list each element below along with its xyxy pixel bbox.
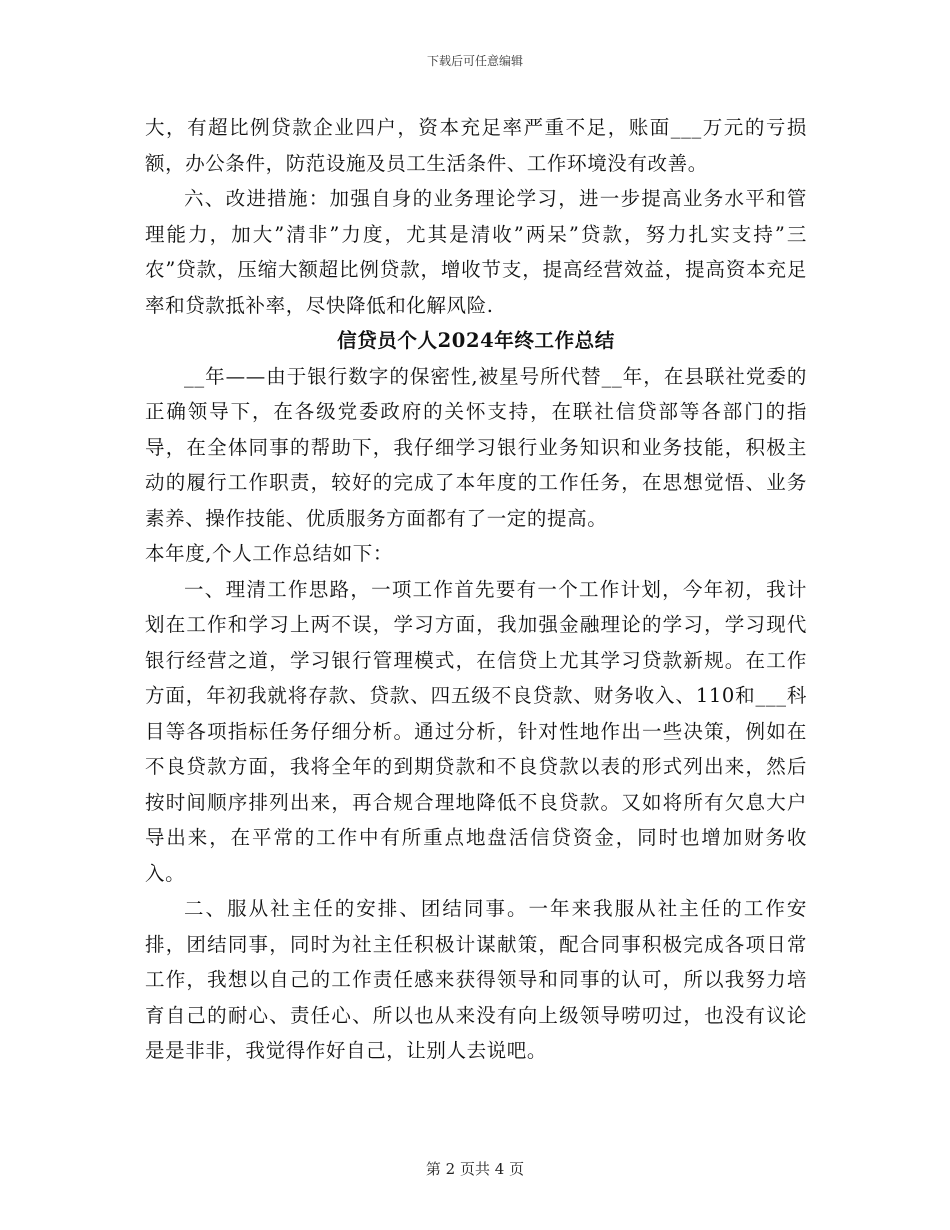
- document-body: [145, 110, 807, 1069]
- paragraph-improvement-measures: 六、改进措施：加强自身的业务理论学习，进一步提高业务水平和管理能力，加大”清非”力度，尤其是清收”两呆”贷款，努力扎实支持”三农”贷款，压缩大额超比例贷款，增收节支，提高经营效益，提高资本充足率和贷款抵补率，尽快降低和化解风险.: [145, 187, 807, 317]
- paragraph-section-two: 二、服从社主任的安排、团结同事。一年来我服从社主任的工作安排，团结同事，同时为社主任积极计谋献策，配合同事积极完成各项日常工作，我想以自己的工作责任感来获得领导和同事的认可，所以我努力培育自己的耐心、责任心、所以也从来没有向上级领导唠叨过，也没有议论是是非非，我觉得作好自己，让别人去说吧。: [145, 897, 807, 1062]
- paragraph-section-one: 一、理清工作思路，一项工作首先要有一个工作计划，今年初，我计划在工作和学习上两不误，学习方面，我加强金融理论的学习，学习现代银行经营之道，学习银行管理模式，在信贷上尤其学习贷款新规。在工作方面，年初我就将存款、贷款、四五级不良贷款、财务收入、110和___科目等各项指标任务仔细分析。通过分析，针对性地作出一些决策，例如在不良贷款方面，我将全年的到期贷款和不良贷款以表的形式列出来，然后按时间顺序排列出来，再合规合理地降低不良贷款。又如将所有欠息大户导出来，在平常的工作中有所重点地盘活信贷资金，同时也增加财务收入。: [145, 577, 807, 885]
- page-number: 第 2 页共 4 页: [425, 1160, 525, 1178]
- paragraph-continued: 大，有超比例贷款企业四户，资本充足率严重不足，账面___万元的亏损额，办公条件，防范设施及员工生活条件、工作环境没有改善。: [145, 116, 807, 175]
- paragraph-summary-lead: 本年度,个人工作总结如下：: [145, 542, 393, 565]
- document-title: 信贷员个人2024年终工作总结: [337, 329, 615, 352]
- page-header-note: 下载后可任意编辑: [426, 54, 523, 68]
- paragraph-intro: __年——由于银行数字的保密性,被星号所代替__年，在县联社党委的正确领导下，在各级党委政府的关怀支持，在联社信贷部等各部门的指导，在全体同事的帮助下，我仔细学习银行业务知识和业务技能，积极主动的履行工作职责，较好的完成了本年度的工作任务，在思想觉悟、业务素养、操作技能、优质服务方面都有了一定的提高。: [145, 364, 807, 530]
